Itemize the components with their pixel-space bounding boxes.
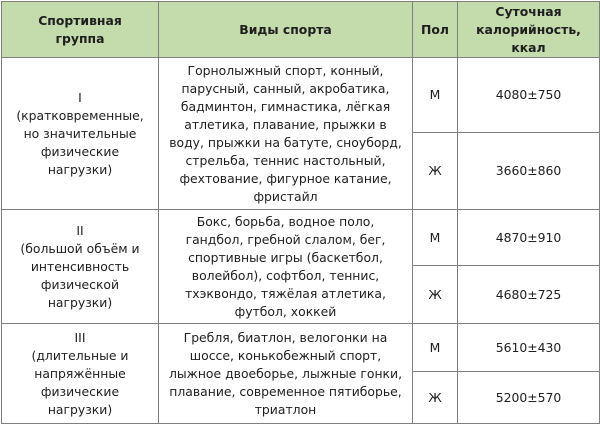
header-group: Спортивная группа [2,2,159,58]
sex-cell: Ж [413,133,458,210]
header-sports: Виды спорта [159,2,413,58]
sports-calorie-table [1,1,600,424]
sex-cell: М [413,58,458,133]
calories-cell: 3660±860 [458,133,600,210]
sports-cell-2: Бокс, борьба, водное поло, гандбол, гребной слалом, бег, спортивные игры (баскетбол, волейбол), софтбол, теннис, тхэквондо, тяжёлая атлетика, футбол, хоккей [159,210,413,324]
table-row [2,58,600,133]
header-row [2,2,600,58]
sports-cell-1: Горнолыжный спорт, конный, парусный, санный, акробатика, бадминтон, гимнастика, лёгкая атлетика, плавание, прыжки в воду, прыжки на батуте, сноуборд, стрельба, теннис настольный, фехтование, фигурное катание, фристайл [159,58,413,210]
calories-cell: 5200±570 [458,372,600,424]
sex-cell: М [413,324,458,372]
table-row [2,210,600,266]
sports-cell-3: Гребля, биатлон, велогонки на шоссе, конькобежный спорт, лыжное двоеборье, лыжные гонки, плавание, современное пятиборье, триатлон [159,324,413,424]
table-row [2,324,600,372]
sex-cell: М [413,210,458,266]
calories-cell: 4870±910 [458,210,600,266]
group-cell-1: I (кратковременные, но значительные физические нагрузки) [2,58,159,210]
header-calories: Суточная калорийность, ккал [458,2,600,58]
group-cell-2: II (большой объём и интенсивность физической нагрузки) [2,210,159,324]
header-sex: Пол [413,2,458,58]
group-cell-3: III (длительные и напряжённые физические нагрузки) [2,324,159,424]
calories-cell: 4680±725 [458,266,600,324]
sex-cell: Ж [413,266,458,324]
sex-cell: Ж [413,372,458,424]
calories-cell: 5610±430 [458,324,600,372]
calories-cell: 4080±750 [458,58,600,133]
